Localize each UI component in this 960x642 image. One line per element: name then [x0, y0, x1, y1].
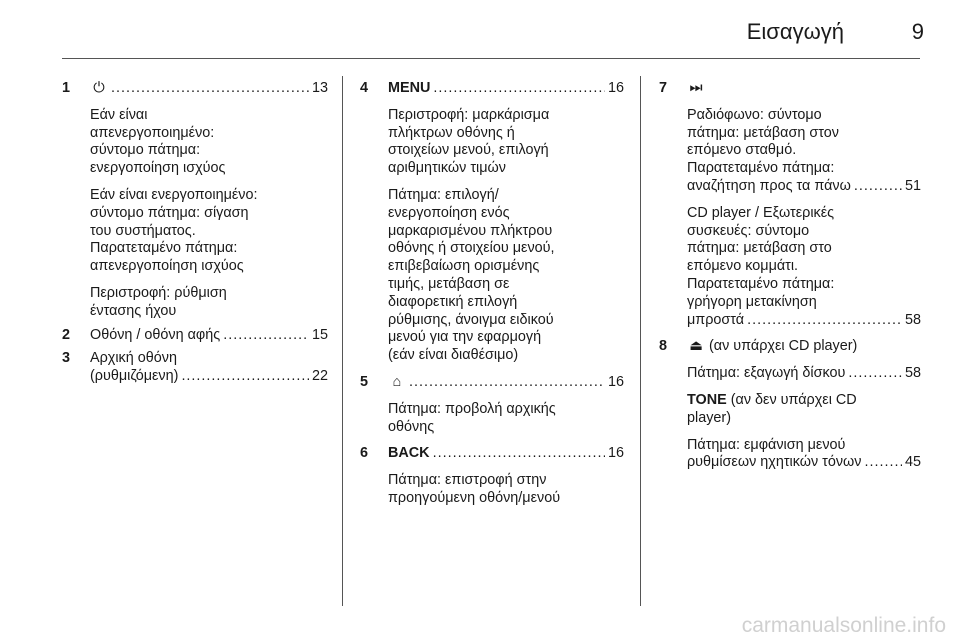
list-item	[62, 80, 328, 321]
leader-dots	[181, 368, 309, 386]
text-line: σύντομο πάτημα:	[90, 142, 201, 159]
text-line: μενού για την εφαρμογή	[388, 329, 542, 346]
item-number: 5	[360, 373, 369, 390]
text-line: (αν δεν υπάρχει CD	[726, 391, 857, 408]
text-line: τιμής, μετάβαση σε	[388, 275, 510, 292]
text-line: ενεργοποίηση ισχύος	[90, 160, 226, 177]
item-number: 4	[360, 80, 369, 96]
next-track-icon: ⏭	[689, 80, 703, 96]
text-line: CD player / Εξωτερικές	[687, 204, 835, 221]
text-line: Πάτημα: εμφάνιση μενού	[687, 436, 846, 453]
text-line: Πάτημα: εξαγωγή δίσκου	[687, 365, 846, 382]
power-icon: ⏻	[93, 80, 105, 96]
column-2	[360, 80, 624, 508]
text-line: ρυθμίσεων ηχητικών τόνων	[687, 454, 862, 471]
tone-button-label: TONE	[687, 391, 727, 408]
column-divider	[640, 76, 641, 606]
text-line: έντασης ήχου	[90, 302, 177, 319]
column-divider	[342, 76, 343, 606]
text-line: συσκευές: σύντομο	[687, 222, 810, 239]
text-line: στοιχείων μενού, επιλογή	[388, 142, 549, 159]
text-line: Περιστροφή: ρύθμιση	[90, 284, 227, 301]
text-line: Παρατεταμένο πάτημα:	[687, 160, 835, 177]
item-label: Οθόνη / οθόνη αφής	[90, 326, 221, 343]
page-ref: 51	[904, 177, 921, 194]
leader-dots	[848, 365, 902, 383]
back-button-label: BACK	[388, 445, 430, 462]
page-ref: 13	[311, 80, 328, 96]
text-line: Ραδιόφωνο: σύντομο	[687, 106, 822, 123]
text-line: πάτημα: μετάβαση στο	[687, 240, 832, 257]
item-number: 6	[360, 445, 369, 462]
page-ref: 45	[904, 454, 921, 471]
header-rule	[62, 58, 920, 59]
list-item	[62, 327, 328, 345]
text-line: Εάν είναι	[90, 106, 148, 123]
text-line: Εάν είναι ενεργοποιημένο:	[90, 186, 258, 203]
list-item	[62, 350, 328, 386]
leader-dots	[864, 454, 902, 472]
page-ref: 58	[904, 365, 921, 382]
column-3	[659, 80, 921, 472]
text-line: αριθμητικών τιμών	[388, 160, 506, 177]
page-ref: 16	[607, 373, 624, 390]
leader-dots	[409, 374, 605, 392]
list-item	[360, 445, 624, 507]
text-line: απενεργοποιημένο:	[90, 124, 215, 141]
item-number: 3	[62, 350, 71, 367]
menu-button-label: MENU	[388, 80, 431, 96]
text-line: Περιστροφή: μαρκάρισμα	[388, 106, 550, 123]
item-label: (αν υπάρχει CD player)	[709, 338, 858, 355]
watermark: carmanualsonline.info	[741, 614, 946, 637]
list-item	[360, 374, 624, 436]
leader-dots	[433, 80, 605, 98]
text-line: μαρκαρισμένου πλήκτρου	[388, 222, 553, 239]
text-line: επόμενο κομμάτι.	[687, 258, 799, 275]
text-line: Παρατεταμένο πάτημα:	[687, 275, 835, 292]
text-line: player)	[687, 409, 731, 426]
text-line: Παρατεταμένο πάτημα:	[90, 240, 238, 257]
page-ref: 15	[311, 326, 328, 343]
text-line: Πάτημα: προβολή αρχικής	[388, 400, 556, 417]
leader-dots	[433, 445, 605, 463]
page-ref: 58	[904, 311, 921, 328]
text-line: οθόνης	[388, 418, 435, 435]
item-label: Αρχική οθόνη	[90, 350, 177, 367]
text-line: πλήκτρων οθόνης ή	[388, 124, 515, 141]
item-number: 1	[62, 80, 71, 96]
leader-dots	[223, 327, 309, 345]
text-line: του συστήματος.	[90, 222, 196, 239]
leader-dots	[854, 178, 902, 196]
text-line: διαφορετική επιλογή	[388, 293, 518, 310]
list-item	[360, 80, 624, 365]
list-item	[659, 80, 921, 329]
page-title: Εισαγωγή	[746, 19, 844, 44]
page-number: 9	[911, 19, 924, 44]
item-number: 2	[62, 326, 71, 343]
text-line: αναζήτηση προς τα πάνω	[687, 177, 851, 194]
text-line: ρύθμισης, άνοιγμα ειδικού	[388, 311, 554, 328]
column-1	[62, 80, 328, 386]
item-number: 8	[659, 338, 668, 355]
text-line: Πάτημα: επιλογή/	[388, 186, 499, 203]
page-ref: 22	[311, 368, 328, 385]
text-line: Πάτημα: επιστροφή στην	[388, 472, 547, 489]
text-line: σύντομο πάτημα: σίγαση	[90, 204, 249, 221]
text-line: προηγούμενη οθόνη/μενού	[388, 489, 561, 506]
text-line: (εάν είναι διαθέσιμο)	[388, 347, 519, 364]
page-ref: 16	[607, 445, 624, 462]
page-ref: 16	[607, 80, 624, 96]
item-number: 7	[659, 80, 668, 96]
leader-dots	[111, 80, 309, 98]
item-label: (ρυθμιζόμενη)	[90, 368, 179, 385]
text-line: μπροστά	[687, 311, 745, 328]
text-line: πάτημα: μετάβαση στον	[687, 124, 839, 141]
list-item	[659, 338, 921, 472]
text-line: οθόνης ή στοιχείου μενού,	[388, 240, 555, 257]
text-line: ενεργοποίηση ενός	[388, 204, 510, 221]
text-line: επόμενο σταθμό.	[687, 142, 797, 159]
leader-dots	[747, 312, 902, 330]
home-icon: ⌂	[392, 373, 402, 390]
eject-icon: ⏏	[689, 338, 703, 355]
text-line: απενεργοποίηση ισχύος	[90, 258, 244, 275]
text-line: επιβεβαίωση ορισμένης	[388, 258, 540, 275]
text-line: γρήγορη μετακίνηση	[687, 293, 817, 310]
